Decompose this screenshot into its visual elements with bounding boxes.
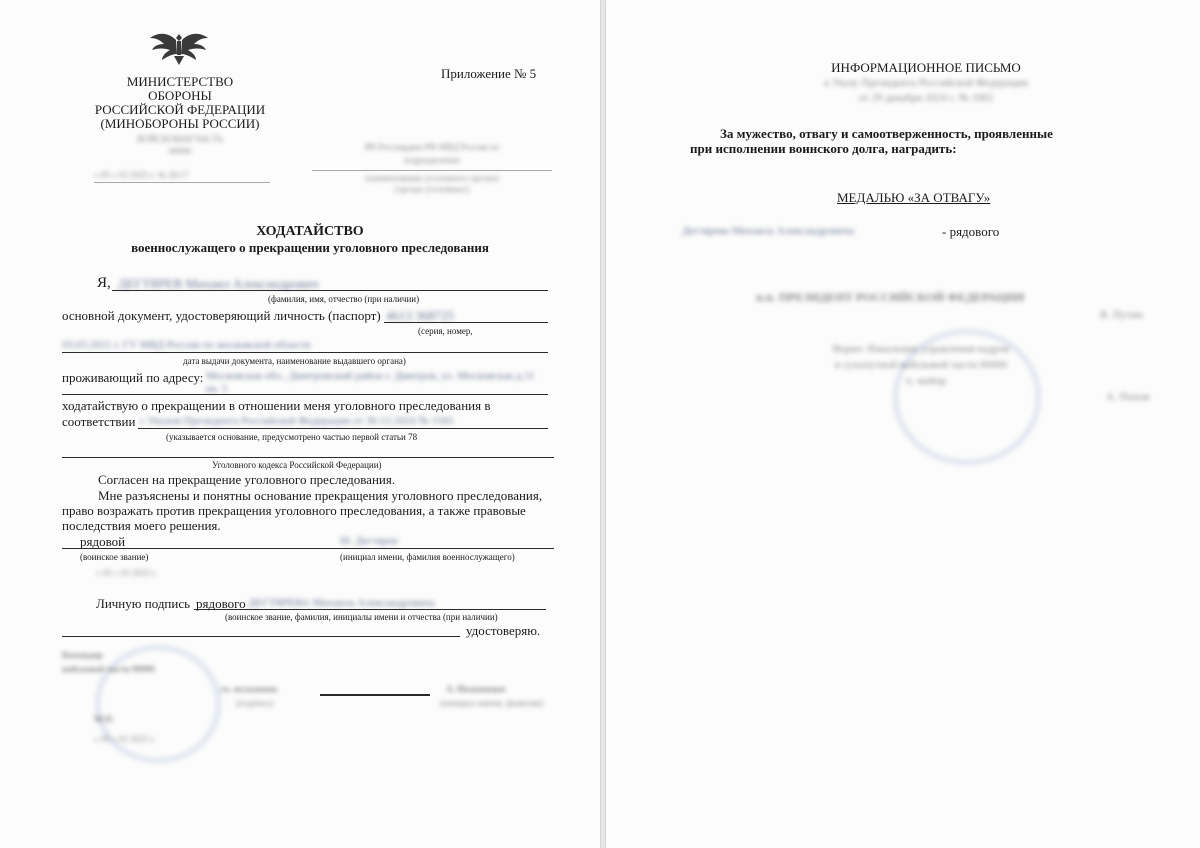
- commander-date-redacted: « 05 » 03 2025 г.: [94, 734, 156, 744]
- commander-caption-name: (инициал имени, фамилия): [440, 698, 544, 708]
- passport-caption: (серия, номер,: [418, 326, 473, 336]
- legal-basis-caption-2: Уголовного кодекса Российской Федерации): [212, 460, 382, 470]
- personal-signature-name-redacted: ДЕГТЯРЕВА Михаила Александровича: [248, 597, 435, 609]
- unit-name-redacted: ВОЙСКОВАЯ ЧАСТЬ: [136, 134, 224, 144]
- accordance-label: соответствии: [62, 414, 136, 429]
- info-letter-subtitle-2: от 29 декабря 2024 г. № 1002: [858, 92, 994, 104]
- signature-name-redacted: М. Дегтярев: [340, 535, 398, 547]
- commander-rank-redacted: гв. полковник: [220, 684, 278, 694]
- right-document-page: [606, 0, 1200, 848]
- document-subtitle: военнослужащего о прекращении уголовного преследования: [131, 240, 489, 255]
- award-text-line-1: За мужество, отвагу и самоотверженность, проявленные: [720, 126, 1053, 141]
- legal-basis-redacted: с Указом Президента Российской Федерации от 30.12.2024 № 1565: [140, 415, 454, 427]
- unit-number-redacted: 00000: [168, 146, 192, 156]
- commander-unit-redacted: войсковой части 00000: [62, 664, 155, 674]
- addressee-line-2: подразделение: [403, 155, 461, 165]
- copy-certification-line-3: п. майор: [906, 375, 947, 387]
- medal-name: МЕДАЛЬЮ «ЗА ОТВАГУ»: [837, 190, 991, 205]
- personal-signature-label: Личную подпись: [96, 596, 191, 611]
- explained-line-2: право возражать против прекращения уголовного преследования, а также правовые: [62, 503, 526, 518]
- passport-number-redacted: 4613 368725: [386, 308, 455, 323]
- seal-place-redacted: М.П.: [94, 714, 114, 724]
- address-label: проживающий по адресу:: [62, 370, 204, 385]
- copy-signature-redacted: А. Попов: [1106, 391, 1150, 403]
- addressee-line-1: ВЧ Росгвардии РФ МВД России по: [364, 142, 500, 152]
- i-prefix: Я,: [97, 275, 111, 291]
- signature-caption: (инициал имени, фамилия военнослужащего): [340, 552, 515, 562]
- info-letter-title: ИНФОРМАЦИОННОЕ ПИСЬМО: [831, 60, 1021, 75]
- personal-signature-caption: (воинское звание, фамилия, инициалы имени и отчества (при наличии): [225, 612, 498, 622]
- copy-certification-line-1: Верно: Начальник управления кадров: [832, 343, 1010, 355]
- applicant-name-redacted: ДЕГТЯРЕВ Михаил Александрович: [118, 276, 319, 291]
- personal-signature-rank: рядового: [196, 596, 246, 611]
- sign-date-redacted: « 05 » 03 2025 г.: [96, 568, 158, 578]
- commander-caption-signature: (подпись): [236, 698, 274, 708]
- commander-title-redacted: Командир: [62, 650, 103, 660]
- addressee-caption-1: (наименование уголовного органа): [365, 173, 499, 183]
- issue-caption: дата выдачи документа, наименование выдавшего органа): [183, 356, 406, 366]
- rank-caption: (воинское звание): [80, 552, 149, 562]
- recipient-name-redacted: Дегтярева Михаила Александровича: [682, 225, 854, 237]
- ministry-line-4: (МИНОБОРОНЫ РОССИИ): [100, 116, 260, 131]
- document-title: ХОДАТАЙСТВО: [256, 224, 364, 239]
- explained-line-1: Мне разъяснены и понятны основание прекращения уголовного преследования,: [98, 488, 543, 503]
- commander-signature-redacted: А. Ивашинцев: [446, 684, 506, 694]
- ministry-line-1: МИНИСТЕРСТВО: [126, 74, 234, 89]
- outgoing-date-redacted: « 05 » 03 2025 г. № 26/17: [94, 170, 189, 180]
- recipient-rank: - рядового: [942, 224, 1000, 239]
- explained-line-3: последствия моего решения.: [62, 518, 221, 533]
- id-document-label: основной документ, удостоверяющий личность (паспорт): [62, 308, 381, 323]
- address-redacted: Московская обл., Дмитровский район г. Дмитров, ул. Московская д.11 кв. 5: [206, 370, 535, 395]
- ministry-line-3: РОССИЙСКОЙ ФЕДЕРАЦИИ: [94, 102, 266, 117]
- info-letter-subtitle-1: к Указу Президента Российской Федерации: [824, 77, 1028, 89]
- double-headed-eagle-emblem-icon: [148, 28, 210, 66]
- consent-text: Согласен на прекращение уголовного преследования.: [98, 472, 396, 487]
- addressee-caption-2: (органа уголовных): [394, 184, 470, 194]
- petition-text-line-1: ходатайствую о прекращении в отношении меня уголовного преследования в: [62, 398, 491, 413]
- ministry-line-2: ОБОРОНЫ: [148, 88, 212, 103]
- appendix-label: Приложение № 5: [441, 66, 537, 81]
- name-caption: (фамилия, имя, отчество (при наличии): [268, 294, 420, 304]
- certify-text: удостоверяю.: [466, 623, 541, 638]
- legal-basis-caption: (указывается основание, предусмотрено частью первой статьи 78: [166, 432, 418, 442]
- rank-value: рядовой: [80, 534, 126, 549]
- award-text-line-2: при исполнении воинского долга, наградить:: [690, 141, 957, 156]
- passport-issue-redacted: 03.03.2021 г. ГУ МВД России по московской области: [62, 339, 311, 351]
- president-title-redacted: п.п. ПРЕЗИДЕНТ РОССИЙСКОЙ ФЕДЕРАЦИИ: [756, 290, 1025, 304]
- president-signature-redacted: В. Путин: [1100, 309, 1143, 321]
- copy-certification-line-2: в сухопутной войсковой части 00000: [834, 359, 1008, 371]
